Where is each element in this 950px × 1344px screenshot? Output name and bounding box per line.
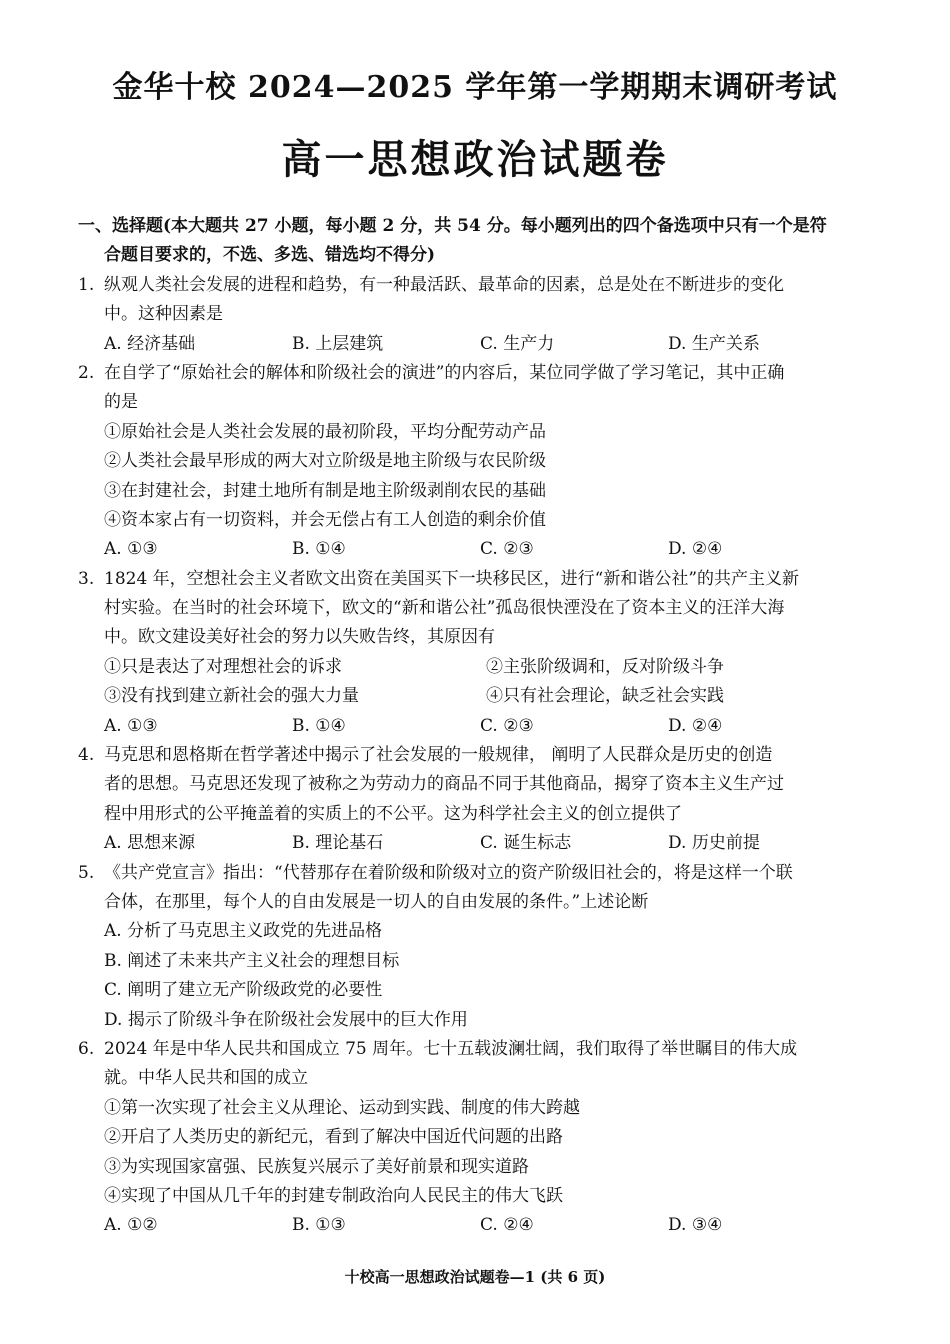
statement-2: ②人类社会最早形成的两大对立阶级是地主阶级与农民阶级	[104, 451, 546, 472]
statement-1: ①原始社会是人类社会发展的最初阶段，平均分配劳动产品	[104, 421, 546, 442]
question-text: 程中用形式的公平掩盖着的实质上的不公平。这为科学社会主义的创立提供了	[104, 803, 682, 824]
option-b: B. ①④	[292, 715, 346, 736]
statement-row	[78, 653, 878, 682]
question-number: 6.	[78, 1038, 95, 1059]
option-b: B. ①④	[292, 539, 346, 560]
option-b: B. 阐述了未来共产主义社会的理想目标	[104, 950, 400, 971]
statement-3: ③没有找到建立新社会的强大力量	[104, 686, 359, 707]
statement-2: ②开启了人类历史的新纪元，看到了解决中国近代问题的出路	[104, 1127, 563, 1148]
section-heading-line1: 一、选择题(本大题共 27 小题，每小题 2 分，共 54 分。每小题列出的四个备选项中只有一个是符	[78, 216, 827, 236]
option-d: D. 揭示了阶级斗争在阶级社会发展中的巨大作用	[104, 1009, 468, 1030]
question-text: 就。中华人民共和国的成立	[104, 1068, 308, 1089]
exam-subtitle: 高一思想政治试题卷	[281, 136, 669, 183]
question-text: 在自学了“原始社会的解体和阶级社会的演进”的内容后，某位同学做了学习笔记，其中正确	[104, 362, 785, 383]
question-4	[78, 741, 878, 859]
option-row	[78, 1211, 878, 1240]
statement-3: ③为实现国家富强、民族复兴展示了美好前景和现实道路	[104, 1156, 529, 1177]
question-text: 合体，在那里，每个人的自由发展是一切人的自由发展的条件。”上述论断	[104, 891, 649, 912]
option-row	[78, 330, 878, 359]
option-c: C. 生产力	[480, 333, 555, 354]
option-a: A. 思想来源	[104, 833, 196, 854]
question-text: 《共产党宣言》指出：“代替那存在着阶级和阶级对立的资产阶级旧社会的，将是这样一个联	[104, 862, 793, 883]
question-text: 1824 年，空想社会主义者欧文出资在美国买下一块移民区，进行“新和谐公社”的共产主义新	[104, 568, 800, 589]
question-number: 1.	[78, 274, 95, 295]
option-a: A. ①③	[104, 715, 158, 736]
question-number: 2.	[78, 362, 95, 383]
option-c: C. 诞生标志	[480, 833, 572, 854]
statement-row	[78, 682, 878, 711]
question-text: 纵观人类社会发展的进程和趋势，有一种最活跃、最革命的因素，总是处在不断进步的变化	[104, 274, 784, 295]
option-c: C. 阐明了建立无产阶级政党的必要性	[104, 980, 383, 1001]
question-number: 4.	[78, 745, 95, 766]
question-6	[78, 1035, 878, 1241]
option-b: B. 上层建筑	[292, 333, 384, 354]
option-row	[78, 829, 878, 858]
option-d: D. ②④	[668, 715, 723, 736]
question-text: 马克思和恩格斯在哲学著述中揭示了社会发展的一般规律， 阐明了人民群众是历史的创造	[104, 745, 773, 766]
option-row	[78, 712, 878, 741]
option-a: A. 分析了马克思主义政党的先进品格	[104, 921, 383, 942]
option-a: A. ①②	[104, 1215, 158, 1236]
option-c: C. ②④	[480, 1215, 534, 1236]
question-text: 者的思想。马克思还发现了被称之为劳动力的商品不同于其他商品，揭穿了资本主义生产过	[104, 774, 784, 795]
option-d: D. 生产关系	[668, 333, 760, 354]
question-1	[78, 271, 878, 359]
section-heading-line2: 合题目要求的，不选、多选、错选均不得分)	[104, 245, 436, 266]
statement-4: ④资本家占有一切资料，并会无偿占有工人创造的剩余价值	[104, 509, 546, 530]
exam-content	[78, 212, 878, 1241]
statement-1: ①只是表达了对理想社会的诉求	[104, 656, 342, 677]
statement-3: ③在封建社会，封建土地所有制是地主阶级剥削农民的基础	[104, 480, 546, 501]
question-text: 中。这种因素是	[104, 304, 223, 325]
option-d: D. ②④	[668, 539, 723, 560]
statement-4: ④只有社会理论，缺乏社会实践	[486, 686, 724, 707]
option-b: B. 理论基石	[292, 833, 384, 854]
option-row	[78, 535, 878, 564]
option-d: D. 历史前提	[668, 833, 760, 854]
exam-title: 金华十校 2024—2025 学年第一学期期末调研考试	[112, 70, 838, 105]
option-c: C. ②③	[480, 539, 534, 560]
statement-1: ①第一次实现了社会主义从理论、运动到实践、制度的伟大跨越	[104, 1097, 580, 1118]
question-5	[78, 859, 878, 1035]
question-text: 的是	[104, 392, 138, 413]
question-2	[78, 359, 878, 565]
option-a: A. ①③	[104, 539, 158, 560]
question-text: 2024 年是中华人民共和国成立 75 周年。七十五载波澜壮阔，我们取得了举世瞩目的伟大成	[104, 1038, 798, 1059]
question-number: 5.	[78, 862, 95, 883]
page-footer: 十校高一思想政治试题卷—1 (共 6 页)	[344, 1268, 606, 1286]
question-text: 中。欧文建设美好社会的努力以失败告终，其原因有	[104, 627, 495, 648]
question-text: 村实验。在当时的社会环境下，欧文的“新和谐公社”孤岛很快湮没在了资本主义的汪洋大海	[104, 598, 785, 619]
option-d: D. ③④	[668, 1215, 723, 1236]
statement-2: ②主张阶级调和，反对阶级斗争	[486, 656, 724, 677]
option-a: A. 经济基础	[104, 333, 196, 354]
option-c: C. ②③	[480, 715, 534, 736]
question-3	[78, 565, 878, 741]
option-b: B. ①③	[292, 1215, 346, 1236]
question-number: 3.	[78, 568, 95, 589]
statement-4: ④实现了中国从几千年的封建专制政治向人民民主的伟大飞跃	[104, 1185, 563, 1206]
